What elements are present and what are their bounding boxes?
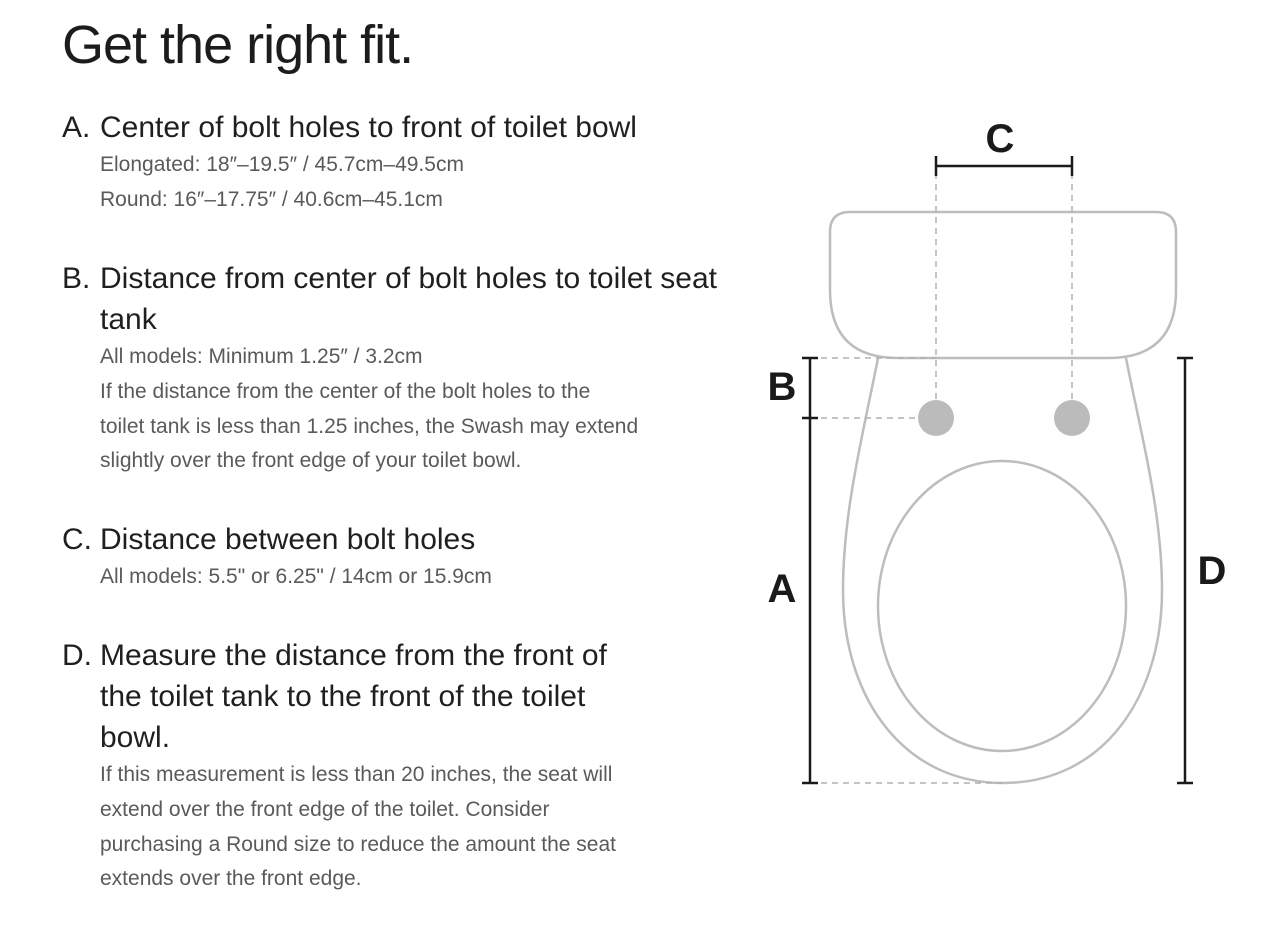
section-b-heading	[62, 258, 722, 340]
section-a-line: Round: 16″–17.75″ / 40.6cm–45.1cm	[100, 187, 443, 211]
section-d-line: extend over the front edge of the toilet. Consider	[100, 797, 550, 821]
section-c-line: All models: 5.5" or 6.25" / 14cm or 15.9cm	[100, 565, 492, 588]
section-d-heading	[62, 635, 642, 758]
section-b-title: Distance from center of bolt holes to toilet seat tank	[100, 262, 717, 336]
section-a	[62, 107, 742, 218]
section-d-title: Measure the distance from the front of the toilet tank to the front of the toilet bowl.	[100, 639, 607, 754]
toilet-tank-outline	[830, 212, 1176, 358]
section-a-title: Center of bolt holes to front of toilet bowl	[100, 111, 637, 144]
section-d	[62, 635, 642, 897]
dimension-a	[802, 418, 818, 783]
section-b-line: If the distance from the center of the bolt holes to the	[100, 379, 591, 403]
section-d-letter: D.	[62, 639, 92, 672]
toilet-bowl-outline	[843, 358, 1162, 783]
section-a-line: Elongated: 18″–19.5″ / 45.7cm–49.5cm	[100, 153, 464, 176]
toilet-fit-diagram	[740, 100, 1270, 820]
section-b-body	[62, 340, 722, 479]
section-b-letter: B.	[62, 262, 91, 295]
section-d-line: purchasing a Round size to reduce the amount the seat	[100, 832, 616, 856]
section-c	[62, 519, 742, 595]
section-c-heading	[62, 519, 742, 560]
bolt-hole-right	[1054, 400, 1090, 436]
section-b-line: All models: Minimum 1.25″ / 3.2cm	[100, 345, 423, 368]
dimension-label-d: D	[1197, 549, 1227, 593]
section-c-letter: C.	[62, 523, 92, 556]
section-d-line: If this measurement is less than 20 inches, the seat will	[100, 763, 613, 786]
page-title: Get the right fit.	[62, 15, 414, 75]
section-a-letter: A.	[62, 111, 91, 144]
dimension-b	[802, 358, 818, 418]
bolt-hole-left	[918, 400, 954, 436]
section-b	[62, 258, 722, 479]
toilet-diagram-svg	[740, 100, 1270, 820]
section-d-body	[62, 758, 642, 897]
section-d-line: extends over the front edge.	[100, 867, 362, 891]
section-a-heading	[62, 107, 742, 148]
toilet-seat-opening	[878, 461, 1126, 751]
dimension-label-c: C	[985, 117, 1015, 161]
dimension-label-a: A	[767, 567, 797, 611]
section-b-line: slightly over the front edge of your toilet bowl.	[100, 449, 522, 473]
section-c-body	[62, 560, 742, 595]
dimension-d	[1177, 358, 1193, 783]
section-a-body	[62, 148, 742, 218]
section-c-title: Distance between bolt holes	[100, 523, 476, 556]
dimension-label-b: B	[767, 365, 797, 409]
section-b-line: toilet tank is less than 1.25 inches, the Swash may extend	[100, 414, 639, 438]
